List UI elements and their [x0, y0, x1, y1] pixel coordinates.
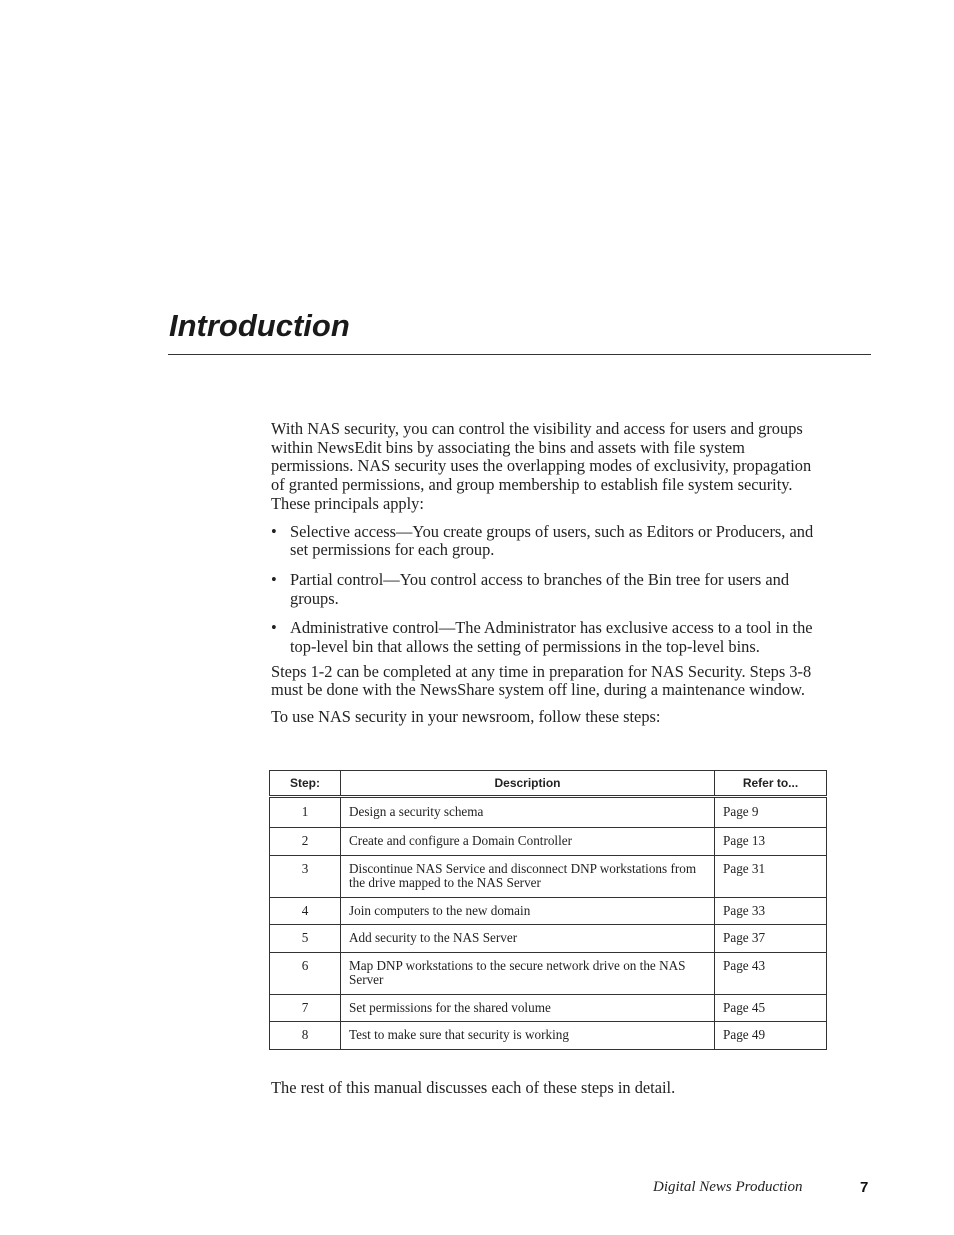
- step-cell: 2: [270, 828, 341, 856]
- intro-paragraph: With NAS security, you can control the visibility and access for users and groups within NewsEdit bins by associating the bins and assets with file system permissions. NAS security uses the overlapping modes of exclusivity, propagation of granted permissions, and group membership to establish file system security. These principals apply:: [271, 419, 812, 513]
- body-text: [271, 420, 816, 727]
- page-number: 7: [860, 1179, 869, 1196]
- ref-cell: Page 49: [715, 1022, 827, 1050]
- ref-cell: Page 13: [715, 828, 827, 856]
- closing-paragraph: The rest of this manual discusses each of these steps in detail.: [271, 1078, 676, 1097]
- step-cell: 8: [270, 1022, 341, 1050]
- description-cell: Set permissions for the shared volume: [341, 994, 715, 1022]
- bullet-icon: •: [271, 618, 277, 638]
- step-cell: 3: [270, 855, 341, 897]
- bullet-icon: •: [271, 521, 277, 541]
- description-cell: Join computers to the new domain: [341, 897, 715, 925]
- list-item: [271, 523, 816, 560]
- list-item-text: Selective access—You create groups of users, such as Editors or Producers, and set permissions for each group.: [290, 521, 814, 560]
- ref-cell: Page 33: [715, 897, 827, 925]
- table-row: [270, 925, 827, 953]
- description-cell: Map DNP workstations to the secure network drive on the NAS Server: [341, 952, 715, 994]
- description-cell: Add security to the NAS Server: [341, 925, 715, 953]
- footer-title: Digital News Production: [653, 1179, 803, 1195]
- table-row: [270, 897, 827, 925]
- description-cell: Discontinue NAS Service and disconnect DNP workstations from the drive mapped to the NAS Server: [341, 855, 715, 897]
- list-item: [271, 571, 816, 608]
- description-cell: Test to make sure that security is working: [341, 1022, 715, 1050]
- title-divider: [168, 354, 871, 355]
- ref-cell: Page 9: [715, 797, 827, 828]
- step-cell: 4: [270, 897, 341, 925]
- description-cell: Design a security schema: [341, 797, 715, 828]
- header-description: Description: [341, 771, 715, 797]
- step-cell: 1: [270, 797, 341, 828]
- step-cell: 7: [270, 994, 341, 1022]
- table-row: [270, 1022, 827, 1050]
- header-refer-to: Refer to...: [715, 771, 827, 797]
- ref-cell: Page 31: [715, 855, 827, 897]
- steps-table: [269, 770, 827, 1050]
- table-row: [270, 828, 827, 856]
- list-item: [271, 619, 816, 656]
- table-header-row: [270, 771, 827, 797]
- ref-cell: Page 45: [715, 994, 827, 1022]
- description-cell: Create and configure a Domain Controller: [341, 828, 715, 856]
- use-note-paragraph: To use NAS security in your newsroom, follow these steps:: [271, 707, 661, 727]
- step-cell: 5: [270, 925, 341, 953]
- steps-note-paragraph: Steps 1-2 can be completed at any time in preparation for NAS Security. Steps 3-8 must be done with the NewsShare system off line, during a maintenance window.: [271, 661, 812, 700]
- page-title: Introduction: [169, 308, 350, 343]
- table-row: [270, 952, 827, 994]
- principles-list: [271, 523, 816, 657]
- ref-cell: Page 43: [715, 952, 827, 994]
- bullet-icon: •: [271, 569, 277, 589]
- table-row: [270, 797, 827, 828]
- header-step: Step:: [270, 771, 341, 797]
- table-row: [270, 855, 827, 897]
- list-item-text: Administrative control—The Administrator has exclusive access to a tool in the top-level bin that allows the setting of permissions in the top-level bins.: [290, 618, 813, 657]
- list-item-text: Partial control—You control access to branches of the Bin tree for users and groups.: [290, 569, 790, 608]
- table-row: [270, 994, 827, 1022]
- ref-cell: Page 37: [715, 925, 827, 953]
- step-cell: 6: [270, 952, 341, 994]
